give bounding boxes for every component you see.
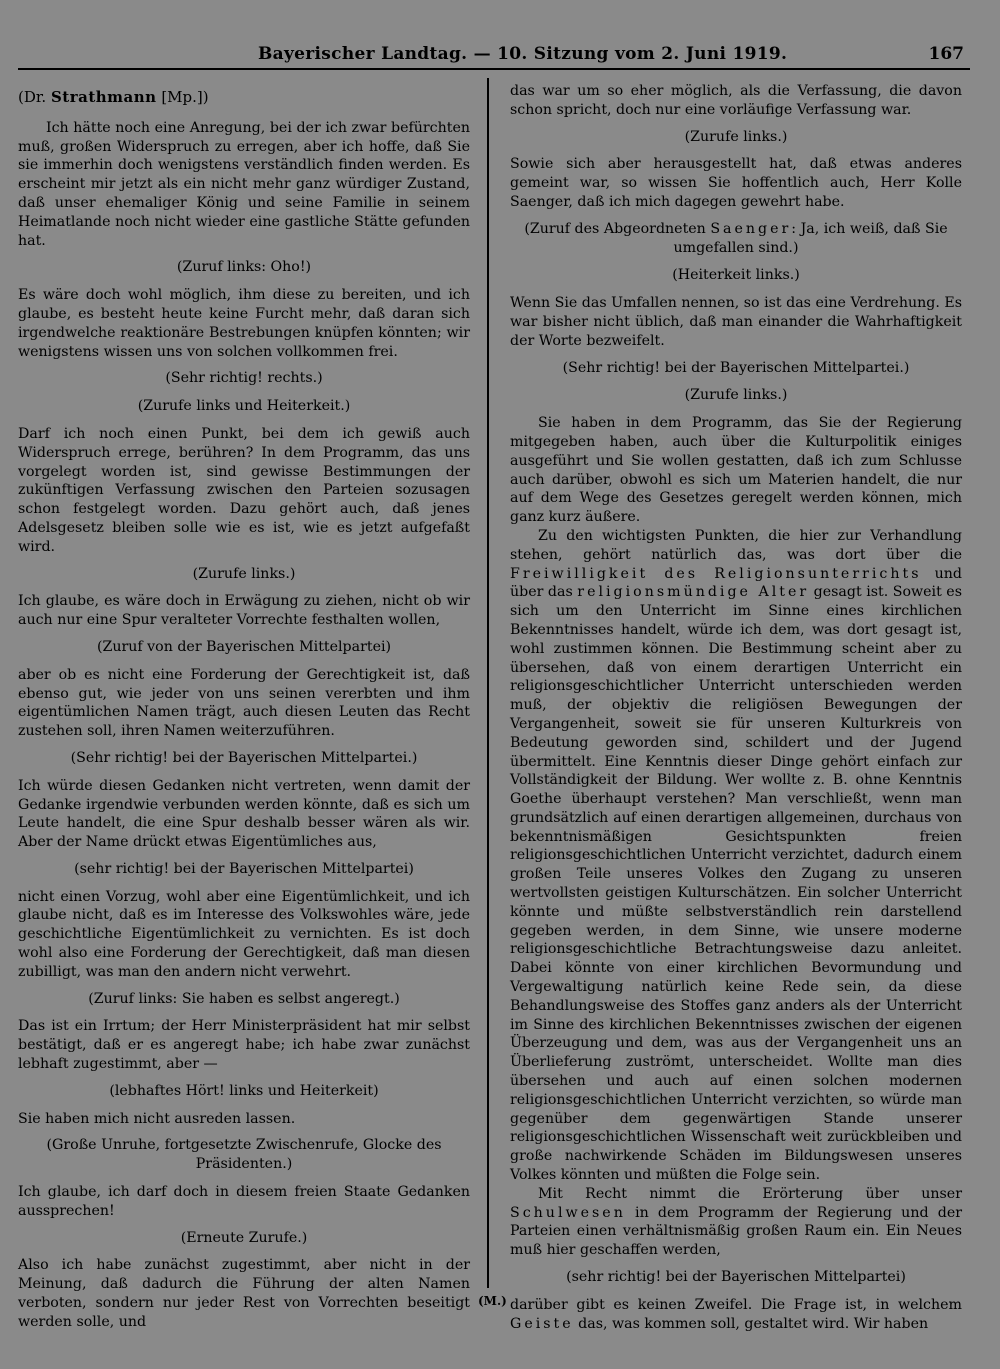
interjection-text: (Zuruf des Abgeordneten [524, 220, 711, 237]
speaker-name: Strathmann [50, 88, 157, 106]
paragraph: Sowie sich aber herausgestellt hat, daß etwas anderes gemeint war, so wissen Sie hoffentlich auch, Herr Kolle Saenger, daß ich mich dagegen gewehrt habe. [510, 156, 962, 210]
interjection: (Sehr richtig! bei der Bayerischen Mittelpartei.) [562, 359, 910, 376]
interjection: (Zuruf links: Oho!) [176, 259, 312, 276]
paragraph: Es wäre doch wohl möglich, ihm diese zu bereiten, und ich glaube, es besteht heute keine Furcht mehr, daß daran sich irgendwelche reaktionäre Bestrebungen knüpfen könnten; wir wenigstens wissen uns von solchen vollkommen frei. [18, 287, 470, 360]
paragraph-text: in dem Programm der Regierung und der Parteien einen verhältnismäßig großen Raum ein. Ein Neues muß hier geschaffen werden, [510, 1204, 962, 1259]
interjection: (Zuruf links: Sie haben es selbst angeregt.) [88, 990, 400, 1007]
interjection: (Sehr richtig! rechts.) [165, 370, 323, 387]
paragraph-text: gesagt ist. Soweit es sich um den Unterricht im Sinne eines kirchlichen Bekenntnisses handelt, würde ich dem, was dort gesagt ist, wohl zustimmen können. Die Bestimmung scheint aber zu übersehen, daß von einem derartigen Unterricht ein religionsgeschichtlicher Unterricht unterschieden werden muß, der objektiv die religiösen Bewegungen der Vergangenheit, soweit sie für unseren Kulturkreis von Bedeutung geworden sind, schildert und der Jugend übermittelt. Eine Kenntnis dieser Dinge gehört einfach zur Vollständigkeit der Bildung. Wer wollte z. B. ohne Kenntnis Goethe überhaupt verstehen? Man verschließt, wenn man grundsätzlich auf einen derartigen allgemeinen, durchaus von bekenntnismäßigen Gesichtspunkten freien religionsgeschichtlichen Unterricht verzichtet, dadurch einem großen Teile unseres Volkes den Zugang zu unseren wertvollsten geistigen Kulturschätzen. Ein solcher Unterricht könnte und müßte selbstverständlich rein darstellend gegeben werden, in dem Sinne, wie unsere moderne religionsgeschichtliche Betrachtungsweise dazu anleitet. Dabei könnte von einer kirchlichen Bevormundung und Vergewaltigung natürlich keine Rede sein, da diese Behandlungsweise des Stoffes ganz anders als der Unterricht im Sinne des kirchlichen Bekenntnisses zwischen der eigenen Überzeugung und dem, was aus der Vergangenheit uns an Überlieferung zuströmt, unterscheidet. Wollte man dies übersehen und auch auf einen solchen modernen religionsgeschichtlichen Unterricht verzichten, so würde man gegenüber dem gegenwärtigen Stande unserer religionsgeschichtlichen Wissenschaft weit zurückbleiben und große nachwirkende Schäden im Bildungswesen unseres Volkes könnten und müßten die Folge sein. [510, 584, 962, 1184]
paragraph: Das ist ein Irrtum; der Herr Ministerpräsident hat mir selbst bestätigt, daß er es angeregt habe; ich habe zwar zunächst lebhaft zugestimmt, aber — [18, 1018, 470, 1073]
paragraph [510, 1296, 962, 1334]
interjection [510, 220, 962, 258]
speaker-line [18, 88, 470, 107]
interjection: (Zurufe links und Heiterkeit.) [137, 398, 351, 415]
interjection: (Zuruf von der Bayerischen Mittelpartei) [96, 638, 392, 655]
paragraph: Ich glaube, ich darf doch in diesem freien Staate Gedanken aussprechen! [18, 1184, 470, 1219]
speaker-open: (Dr. [18, 88, 51, 106]
paragraph: das war um so eher möglich, als die Verfassung, die davon schon spricht, doch nur eine vorläufige Verfassung war. [510, 83, 962, 118]
paragraph [510, 527, 962, 1185]
paragraph: Ich hätte noch eine Anregung, bei der ich zwar befürchten muß, großen Widerspruch zu erregen, aber ich hoffe, daß Sie sie immerhin doch wenigstens verständlich finden werden. Es erscheint mir jetzt als ein nicht mehr ganz würdiger Zustand, daß unser ehemaliger König und seine Familie in seinem Heimatlande noch nicht wieder eine gastliche Stätte gefunden hat. [18, 119, 470, 249]
paragraph: Sie haben in dem Programm, das Sie der Regierung mitgegeben haben, auch über die Kulturpolitik einiges ausgeführt und Sie wollen gestatten, daß ich zum Schlusse auch darüber, obwohl es sich um Materien handelt, die nur auf dem Wege des Gesetzes geregelt werden können, mich ganz kurz äußere. [510, 415, 962, 526]
interjection: (Zurufe links.) [684, 128, 788, 145]
paragraph-text: Mit Recht nimmt die Erörterung über unser [538, 1185, 962, 1202]
member-name: Saenger [710, 220, 792, 237]
emphasis: Freiwilligkeit des Religionsunterrichts [510, 565, 922, 582]
paragraph: Ich würde diesen Gedanken nicht vertreten, wenn damit der Gedanke irgendwie verbunden werden könnte, daß es sich um Leute handelt, die eine Spur deshalb besser wären als wir. Aber der Name drückt etwas Eigentümliches aus, [18, 777, 470, 851]
interjection: (sehr richtig! bei der Bayerischen Mittelpartei) [74, 860, 414, 877]
interjection: (lebhaftes Hört! links und Heiterkeit) [109, 1082, 379, 1099]
right-column [510, 82, 962, 1333]
interjection: (Große Unruhe, fortgesetzte Zwischenrufe, Glocke des Präsidenten.) [46, 1137, 442, 1173]
paragraph: aber ob es nicht eine Forderung der Gerechtigkeit ist, daß ebenso gut, wie jeder von uns seinen vererbten und ihm eigentümlichen Namen trägt, auch diesen Leuten das Recht zustehen soll, ihren Namen weiterzuführen. [18, 666, 470, 740]
speaker-party: [Mp.]) [156, 88, 209, 106]
interjection: (Zurufe links.) [192, 565, 296, 582]
left-column [18, 82, 470, 1332]
paragraph-text: darüber gibt es keinen Zweifel. Die Frage ist, in welchem [510, 1296, 962, 1313]
paragraph [510, 1185, 962, 1260]
emphasis: religionsmündige Alter [577, 584, 810, 601]
printer-mark: (M.) [478, 1294, 507, 1308]
interjection-text: : Ja, ich weiß, daß Sie umgefallen sind.) [673, 220, 948, 256]
paragraph-text: und über das [510, 565, 963, 601]
interjection: (sehr richtig! bei der Bayerischen Mittelpartei) [566, 1269, 906, 1286]
paragraph-text: das, was kommen soll, gestaltet wird. Wir haben [573, 1315, 929, 1332]
page-number: 167 [928, 44, 964, 64]
paragraph: nicht einen Vorzug, wohl aber eine Eigentümlichkeit, und ich glaube nicht, daß es im Interesse des Volkswohles wäre, jede geschichtliche Eigentümlichkeit zu vernichten. Es ist doch wohl also eine Forderung der Gerechtigkeit, daß man diesen zubilligt, was man den andern nicht verwehrt. [18, 888, 470, 980]
paragraph: Darf ich noch einen Punkt, bei dem ich gewiß auch Widerspruch errege, berühren? In dem Programm, das uns vorgelegt worden ist, sind gewisse Bestimmungen der zukünftigen Verfassung zwischen den Parteien sozusagen schon festgelegt worden. Dazu gehört auch, daß jenes Adelsgesetz bleiben solle wie es ist, wie es jetzt aufgefaßt wird. [18, 425, 470, 555]
emphasis: Geiste [510, 1315, 574, 1332]
paragraph: Ich glaube, es wäre doch in Erwägung zu ziehen, nicht ob wir auch nur eine Spur veralteter Vorrechte festhalten wollen, [18, 593, 470, 629]
interjection: (Erneute Zurufe.) [180, 1229, 308, 1246]
paragraph: Sie haben mich nicht ausreden lassen. [18, 1110, 296, 1127]
paragraph-text: Zu den wichtigsten Punkten, die hier zur Verhandlung stehen, gehört natürlich das, was dort über die [510, 527, 962, 563]
interjection: (Heiterkeit links.) [672, 267, 800, 284]
paragraph: Wenn Sie das Umfallen nennen, so ist das eine Verdrehung. Es war bisher nicht üblich, daß man einander die Wahrhaftigkeit der Worte bezweifelt. [510, 295, 962, 349]
interjection: (Sehr richtig! bei der Bayerischen Mittelpartei.) [70, 749, 418, 766]
page-header [18, 40, 970, 70]
running-head: Bayerischer Landtag. — 10. Sitzung vom 2. Juni 1919. [258, 44, 788, 64]
paragraph: Also ich habe zunächst zugestimmt, aber nicht in der Meinung, daß dadurch die Führung der alten Namen verboten, sondern nur jeder Rest von Vorrechten beseitigt werden solle, und [18, 1257, 470, 1330]
column-divider [487, 78, 489, 1288]
interjection: (Zurufe links.) [684, 387, 788, 404]
emphasis: Schulwesen [510, 1204, 626, 1221]
